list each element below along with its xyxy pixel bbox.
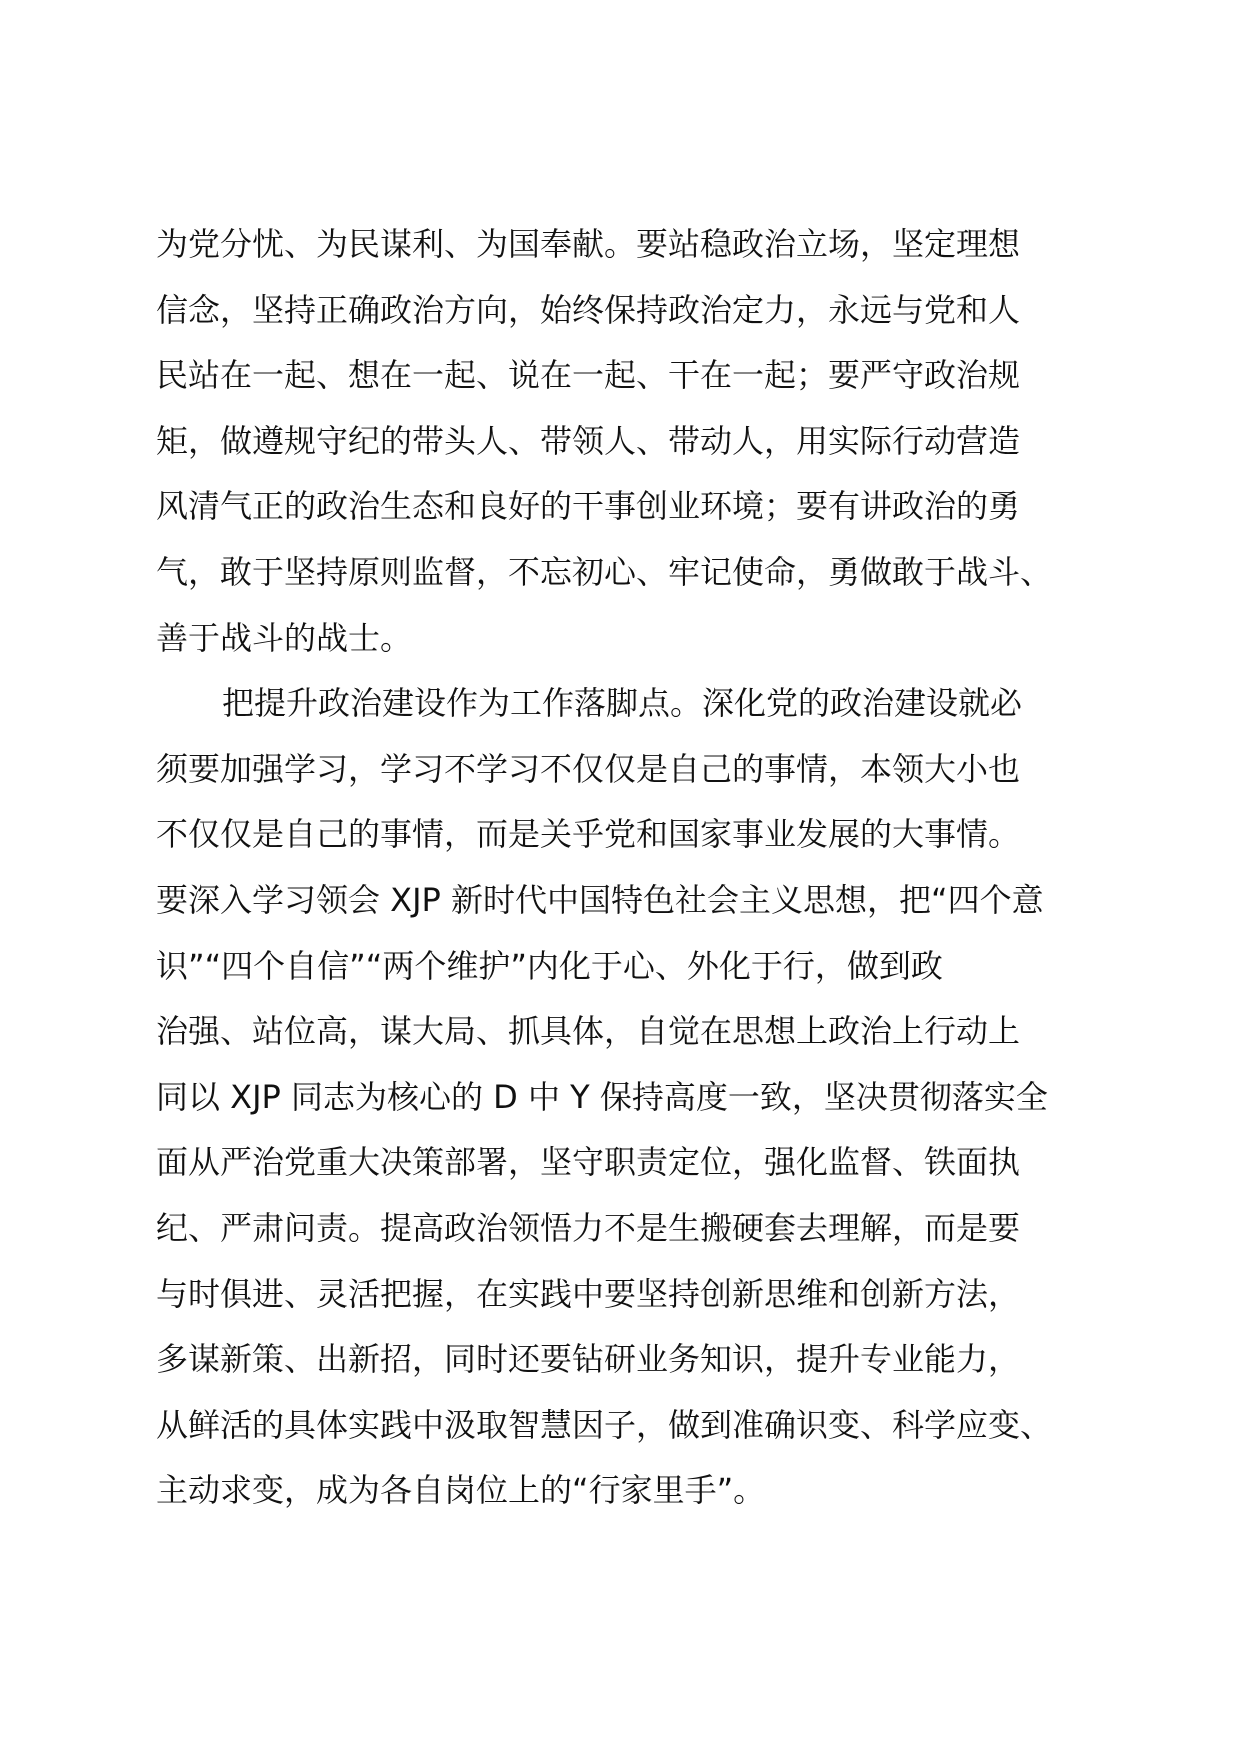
text-line: 面从严治党重大决策部署，坚守职责定位，强化监督、铁面执	[156, 1143, 1021, 1182]
text-line: 多谋新策、出新招，同时还要钻研业务知识，提升专业能力，	[156, 1340, 1021, 1379]
text-line: 识”“四个自信”“两个维护”内化于心、外化于行，做到政	[156, 946, 943, 985]
text-line: 须要加强学习，学习不学习不仅仅是自己的事情，本领大小也	[156, 749, 1021, 788]
text-line: 治强、站位高，谋大局、抓具体，自觉在思想上政治上行动上	[156, 1012, 1021, 1051]
text-line: 为党分忧、为民谋利、为国奉献。要站稳政治立场，坚定理想	[156, 225, 1021, 263]
text-line: 同以 XJP 同志为核心的 D 中 Y 保持高度一致，坚决贯彻落实全	[156, 1077, 1048, 1116]
text-line: 与时俱进、灵活把握，在实践中要坚持创新思维和创新方法，	[156, 1274, 1021, 1313]
text-line: 主动求变，成为各自岗位上的“行家里手”。	[156, 1471, 766, 1510]
text-line: 风清气正的政治生态和良好的干事创业环境；要有讲政治的勇	[156, 487, 1021, 526]
text-line: 不仅仅是自己的事情，而是关乎党和国家事业发展的大事情。	[156, 815, 1021, 854]
text-line: 善于战斗的战士。	[156, 618, 413, 657]
text-line: 纪、严肃问责。提高政治领悟力不是生搬硬套去理解，而是要	[156, 1208, 1021, 1247]
text-line-indented: 把提升政治建设作为工作落脚点。深化党的政治建设就必	[222, 684, 1023, 723]
text-line: 从鲜活的具体实践中汲取智慧因子，做到准确识变、科学应变、	[156, 1405, 1053, 1444]
text-line: 矩，做遵规守纪的带头人、带领人、带动人，用实际行动营造	[156, 421, 1021, 460]
document-body	[156, 212, 1106, 1524]
paragraph-2	[156, 671, 1106, 1524]
text-line: 信念，坚持正确政治方向，始终保持政治定力，永远与党和人	[156, 290, 1021, 329]
text-line: 要深入学习领会 XJP 新时代中国特色社会主义思想，把“四个意	[156, 880, 1044, 919]
text-line: 气，敢于坚持原则监督，不忘初心、牢记使命，勇做敢于战斗、	[156, 552, 1053, 591]
paragraph-1	[156, 212, 1106, 671]
text-line: 民站在一起、想在一起、说在一起、干在一起；要严守政治规	[156, 356, 1021, 395]
